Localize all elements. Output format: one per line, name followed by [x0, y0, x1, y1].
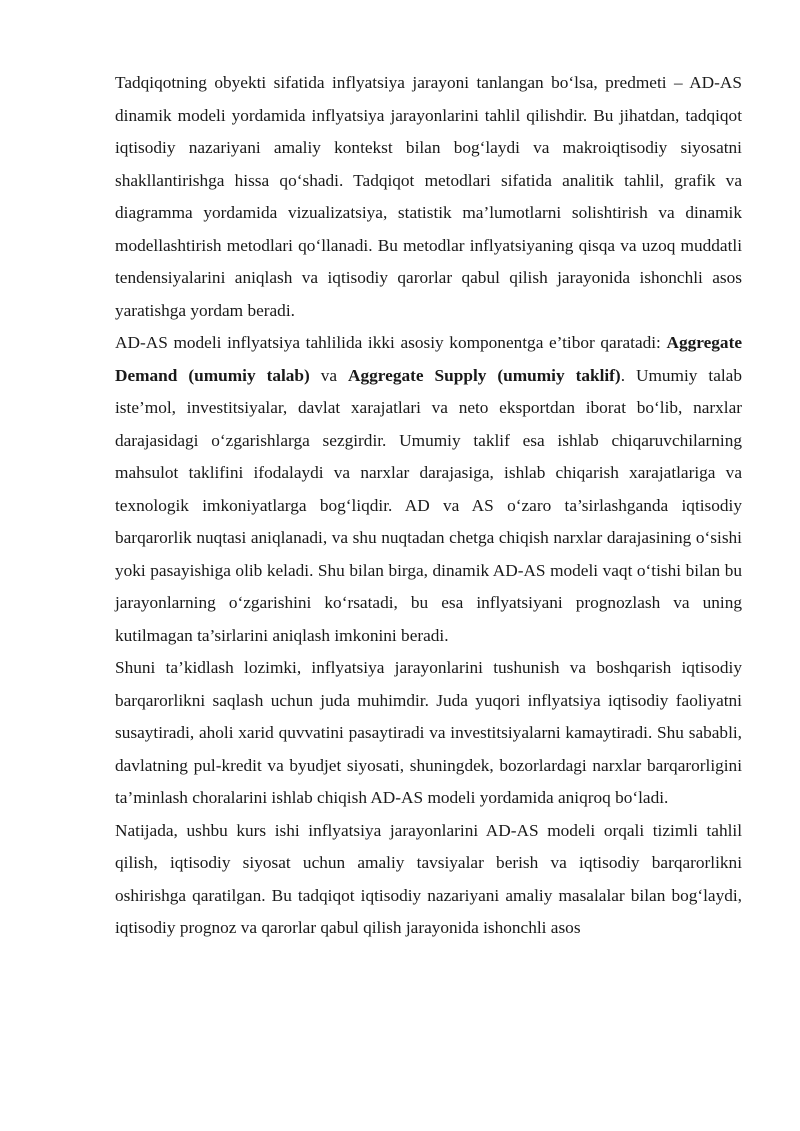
paragraph-conclusion: Natijada, ushbu kurs ishi inflyatsiya jarayonlarini AD-AS modeli orqali tizimli tahlil qilish, iqtisodiy siyosat uchun amaliy tavsiyalar berish va iqtisodiy barqarorlikni oshirishga qaratilgan. Bu tadqiqot iqtisodiy nazariyani amaliy masalalar bilan bog‘laydi, iqtisodiy prognoz va qarorlar qabul qilish jarayonida ishonchli asos [115, 820, 742, 937]
document-page [115, 67, 742, 945]
paragraph-research-object: Tadqiqotning obyekti sifatida inflyatsiya jarayoni tanlangan bo‘lsa, predmeti – AD-AS dinamik modeli yordamida inflyatsiya jarayonlarini tahlil qilishdir. Bu jihatdan, tadqiqot iqtisodiy nazariyani amaliy kontekst bilan bog‘laydi va makroiqtisodiy siyosatni shakllantirishga hissa qo‘shadi. Tadqiqot metodlari sifatida analitik tahlil, grafik va diagramma yordamida vizualizatsiya, statistik ma’lumotlarni solishtirish va dinamik modellashtirish metodlari qo‘llanadi. Bu metodlar inflyatsiyaning qisqa va uzoq muddatli tendensiyalarini aniqlash va iqtisodiy qarorlar qabul qilish jarayonida ishonchli asos yaratishga yordam beradi. [115, 73, 742, 320]
conjunction-text: va [309, 365, 349, 385]
aggregate-demand-term: Aggregate Demand (umumiy talab) [115, 333, 742, 385]
aggregate-supply-term: Aggregate Supply (umumiy taklif) [348, 365, 621, 385]
ad-as-body-text: . Umumiy talab iste’mol, investitsiyalar, davlat xarajatlari va neto eksportdan iborat bo‘lib, narxlar darajasidagi o‘zgarishlarga sezgirdir. Umumiy taklif esa ishlab chiqaruvchilarning mahsulot taklifini ifodalaydi va narxlar darajasiga, ishlab chiqarish xarajatlariga va texnologik imkoniyatlarga bog‘liqdir. AD va AS o‘zaro ta’sirlashganda iqtisodiy barqarorlik nuqtasi aniqlanadi, va shu nuqtadan chetga chiqish narxlar darajasining o‘sishi yoki pasayishiga olib keladi. Shu bilan birga, dinamik AD-AS modeli vaqt o‘tishi bilan bu jarayonlarning o‘zgarishini ko‘rsatadi, bu esa inflyatsiyani prognozlash va uning kutilmagan ta’sirlarini aniqlash imkonini beradi. [115, 365, 742, 645]
paragraph-ad-as-components [115, 327, 742, 652]
paragraph-inflation-importance: Shuni ta’kidlash lozimki, inflyatsiya jarayonlarini tushunish va boshqarish iqtisodiy barqarorlikni saqlash uchun juda muhimdir. Juda yuqori inflyatsiya iqtisodiy faoliyatni susaytiradi, aholi xarid quvvatini pasaytiradi va investitsiyalarni kamaytiradi. Shu sababli, davlatning pul-kredit va byudjet siyosati, shuningdek, bozorlardagi narxlar barqarorligini ta’minlash choralarini ishlab chiqish AD-AS modeli yordamida aniqroq bo‘ladi. [115, 658, 742, 807]
ad-as-intro-text: AD-AS modeli inflyatsiya tahlilida ikki asosiy komponentga e’tibor qaratadi: [115, 333, 667, 352]
